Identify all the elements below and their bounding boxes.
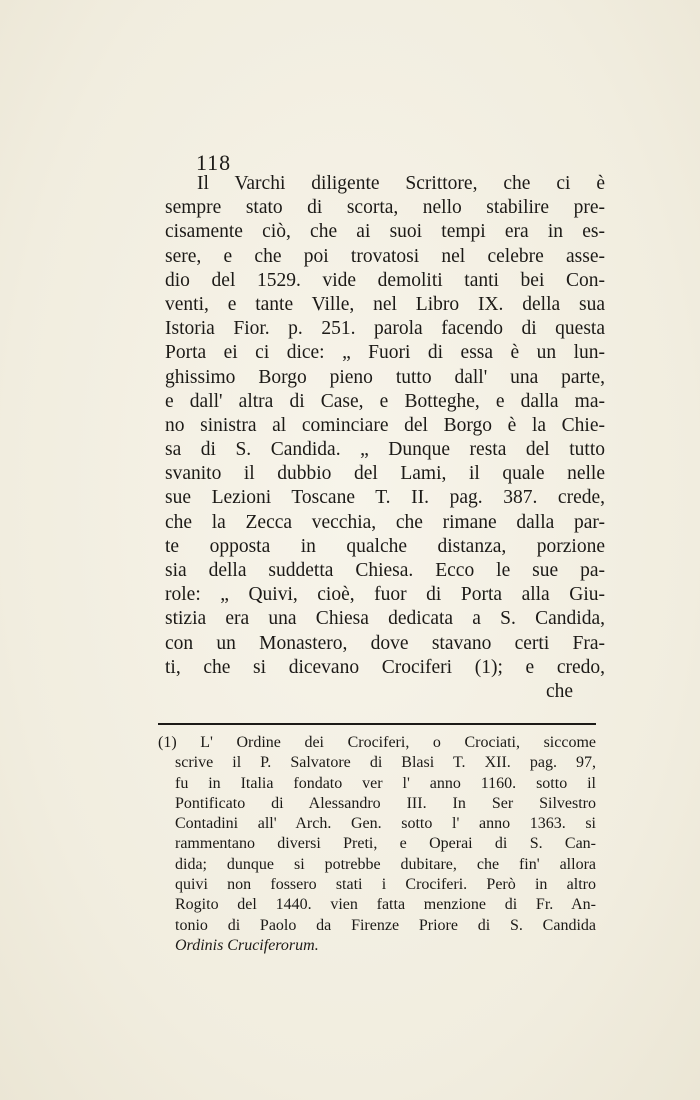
text-line: venti, e tante Ville, nel Libro IX. della sua (165, 293, 605, 315)
text-line: ti, che si dicevano Crociferi (1); e credo, (165, 656, 605, 678)
text-line: svanito il dubbio del Lami, il quale nelle (165, 463, 605, 485)
text-line: cisamente ciò, che ai suoi tempi era in es- (165, 221, 605, 243)
text-line: Istoria Fior. p. 251. parola facendo di questa (165, 318, 605, 340)
footnote-line: Pontificato di Alessandro III. In Ser Silvestro (175, 794, 596, 812)
text-line: stizia era una Chiesa dedicata a S. Candida, (165, 608, 605, 630)
text-line: con un Monastero, dove stavano certi Fra- (165, 632, 605, 654)
text-line: sia della suddetta Chiesa. Ecco le sue pa- (165, 560, 605, 581)
footnote-block (158, 733, 596, 956)
catchword: che (545, 680, 573, 702)
text-line: Il Varchi diligente Scrittore, che ci è (197, 173, 605, 194)
main-text-block (165, 172, 605, 704)
footnote-line: quivi non fossero stati i Crociferi. Però in altro (175, 876, 596, 894)
footnote-line: Rogito del 1440. vien fatta menzione di Fr. An- (175, 896, 596, 914)
footnote-line: tonio di Paolo da Firenze Priore di S. Candida (175, 916, 596, 934)
footnote-line: scrive il P. Salvatore di Blasi T. XII. pag. 97, (175, 754, 596, 772)
footnote-line: fu in Italia fondato ver l' anno 1160. sotto il (175, 774, 596, 792)
text-line: sempre stato di scorta, nello stabilire pre- (165, 197, 605, 219)
text-line: dio del 1529. vide demoliti tanti bei Con- (165, 269, 605, 291)
text-line: sa di S. Candida. „ Dunque resta del tutto (165, 439, 605, 461)
footnote-line: (1) L' Ordine dei Crociferi, o Crociati, siccome (158, 734, 596, 751)
text-line: role: „ Quivi, cioè, fuor di Porta alla Giu- (165, 584, 605, 606)
text-line: sue Lezioni Toscane T. II. pag. 387. crede, (165, 487, 605, 509)
text-line: e dall' altra di Case, e Botteghe, e dalla ma- (165, 390, 605, 412)
text-line: ghissimo Borgo pieno tutto dall' una parte, (165, 366, 605, 388)
text-line: sere, e che poi trovatosi nel celebre asse- (165, 245, 605, 267)
page-number: 118 (196, 150, 232, 175)
footnote-line: Ordinis Cruciferorum. (175, 936, 319, 954)
text-line: no sinistra al cominciare del Borgo è la Chie- (165, 414, 605, 436)
text-line: te opposta in qualche distanza, porzione (165, 535, 605, 557)
footnote-line: dida; dunque si potrebbe dubitare, che fin' allora (175, 855, 596, 873)
footnote-line: rammentano diversi Preti, e Operai di S. Can- (175, 835, 596, 853)
footnote-line: Contadini all' Arch. Gen. sotto l' anno 1363. si (175, 815, 596, 833)
text-line: Porta ei ci dice: „ Fuori di essa è un lun- (165, 342, 605, 364)
footnote-separator (158, 723, 596, 725)
text-line: che la Zecca vecchia, che rimane dalla par- (165, 511, 605, 533)
